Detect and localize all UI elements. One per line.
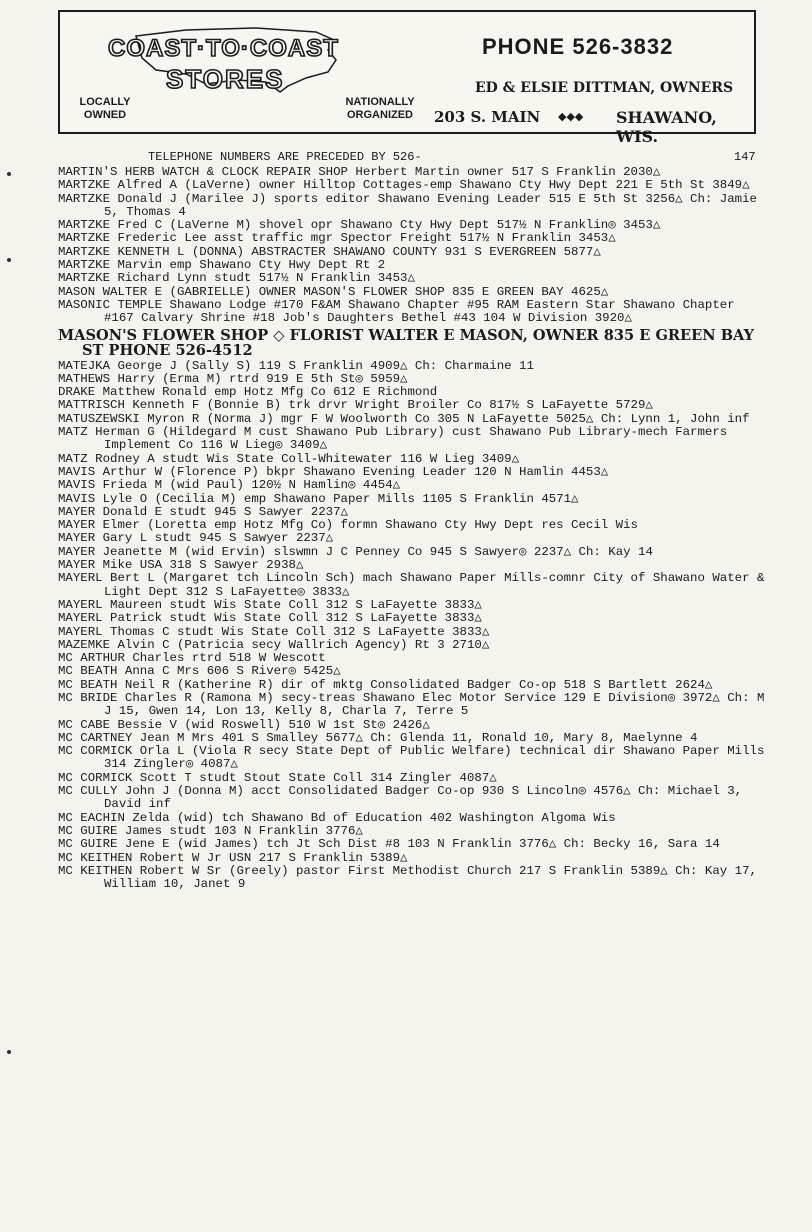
- directory-entry: MC EACHIN Zelda (wid) tch Shawano Bd of Education 402 Washington Algoma Wis: [58, 810, 616, 825]
- ad-address: 203 S. MAIN: [434, 108, 541, 126]
- directory-entry: MATZ Herman G (Hildegard M cust Shawano Pub Library) cust Shawano Pub Library-mech Farmers Implement Co 116 W Lieg◎ 3409△: [58, 425, 728, 453]
- directory-listings: [58, 166, 768, 891]
- diamond-icons: ◆◆◆: [558, 110, 584, 123]
- directory-entry: MARTZKE KENNETH L (DONNA) ABSTRACTER SHAWANO COUNTY 931 S EVERGREEN 5877△: [58, 244, 601, 259]
- directory-entry: MARTIN'S HERB WATCH & CLOCK REPAIR SHOP Herbert Martin owner 517 S Franklin 2030△: [58, 165, 661, 179]
- ad-owners: ED & ELSIE DITTMAN, OWNERS: [475, 80, 734, 96]
- margin-dot: [7, 1050, 11, 1054]
- directory-entry: MATZ Rodney A studt Wis State Coll-Whitewater 116 W Lieg 3409△: [58, 451, 520, 466]
- directory-entry: MATUSZEWSKI Myron R (Norma J) mgr F W Woolworth Co 305 N LaFayette 5025△ Ch: Lynn 1, John inf: [58, 411, 750, 426]
- telephone-prefix-note: TELEPHONE NUMBERS ARE PRECEDED BY 526-: [148, 150, 422, 164]
- organized-text: ORGANIZED: [347, 109, 413, 121]
- directory-entry: MATEJKA George J (Sally S) 119 S Franklin 4909△ Ch: Charmaine 11: [58, 358, 534, 373]
- ad-phone: PHONE 526-3832: [482, 34, 674, 59]
- directory-entry: MARTZKE Fred C (LaVerne M) shovel opr Shawano Cty Hwy Dept 517½ N Franklin◎ 3453△: [58, 218, 661, 233]
- directory-entry: MAYERL Maureen studt Wis State Coll 312 S LaFayette 3833△: [58, 597, 482, 612]
- advertisement-listing: MASON'S FLOWER SHOP ◇ FLORIST WALTER E MASON, OWNER 835 E GREEN BAY ST PHONE 526-4512: [58, 326, 755, 360]
- directory-entry: MC CARTNEY Jean M Mrs 401 S Smalley 5677△ Ch: Glenda 11, Ronald 10, Mary 8, Maelynne 4: [58, 730, 698, 745]
- directory-entry: MARTZKE Alfred A (LaVerne) owner Hilltop Cottages-emp Shawano Cty Hwy Dept 221 E 5th St 3849△: [58, 178, 750, 193]
- directory-entry: MAVIS Frieda M (wid Paul) 120½ N Hamlin◎ 4454△: [58, 478, 401, 493]
- directory-entry: MAYER Mike USA 318 S Sawyer 2938△: [58, 558, 304, 573]
- directory-entry: MARTZKE Marvin emp Shawano Cty Hwy Dept Rt 2: [58, 258, 386, 273]
- directory-entry: MAYERL Thomas C studt Wis State Coll 312 S LaFayette 3833△: [58, 624, 490, 639]
- directory-entry: MAYERL Patrick studt Wis State Coll 312 S LaFayette 3833△: [58, 611, 482, 626]
- directory-entry: MC BEATH Neil R (Katherine R) dir of mktg Consolidated Badger Co-op 518 S Bartlett 2624△: [58, 677, 713, 692]
- directory-entry: MC CABE Bessie V (wid Roswell) 510 W 1st St◎ 2426△: [58, 717, 430, 732]
- directory-entry: MASONIC TEMPLE Shawano Lodge #170 F&AM Shawano Chapter #95 RAM Eastern Star Shawano Chapter #167 Calvary Shrine #18 Job's Daughters Bethel #43 104 W Division 3920△: [58, 297, 735, 326]
- directory-entry: MASON WALTER E (GABRIELLE) OWNER MASON'S FLOWER SHOP 835 E GREEN BAY 4625△: [58, 284, 609, 299]
- directory-entry: MC BEATH Anna C Mrs 606 S River◎ 5425△: [58, 664, 341, 679]
- directory-entry: MC CULLY John J (Donna M) acct Consolidated Badger Co-op 930 S Lincoln◎ 4576△ Ch: Michael 3, David inf: [58, 784, 743, 812]
- directory-entry: DRAKE Matthew Ronald emp Hotz Mfg Co 612 E Richmond: [58, 385, 438, 400]
- directory-entry: MC BRIDE Charles R (Ramona M) secy-treas Shawano Elec Motor Service 129 E Division◎ 3972△ Ch: M J 15, Gwen 14, Lon 13, Kelly 8, Charla 7, Terre 5: [58, 690, 765, 719]
- directory-entry: MC GUIRE Jene E (wid James) tch Jt Sch Dist #8 103 N Franklin 3776△ Ch: Becky 16, Sara 14: [58, 837, 720, 852]
- page-number: 147: [734, 150, 756, 164]
- coast-to-coast-logo: [66, 16, 396, 96]
- coast-to-coast-ad: [58, 10, 756, 146]
- directory-entry: MC GUIRE James studt 103 N Franklin 3776△: [58, 823, 363, 838]
- directory-entry: MAYER Elmer (Loretta emp Hotz Mfg Co) formn Shawano Cty Hwy Dept res Cecil Wis: [58, 518, 638, 533]
- directory-entry: MC ARTHUR Charles rtrd 518 W Wescott: [58, 651, 326, 666]
- locally-owned-label: [70, 96, 140, 122]
- directory-entry: MAVIS Arthur W (Florence P) bkpr Shawano Evening Leader 120 N Hamlin 4453△: [58, 464, 609, 479]
- locally-text: LOCALLY: [79, 96, 131, 108]
- directory-entry: MAYERL Bert L (Margaret tch Lincoln Sch) mach Shawano Paper Mills-comnr City of Shawano Water & Light Dept 312 S LaFayette◎ 3833△: [58, 571, 765, 599]
- logo-stores-text: STORES: [166, 64, 285, 94]
- directory-entry: MARTZKE Richard Lynn studt 517½ N Franklin 3453△: [58, 271, 415, 286]
- directory-entry: MC KEITHEN Robert W Sr (Greely) pastor First Methodist Church 217 S Franklin 5389△ Ch: Kay 17, William 10, Janet 9: [58, 863, 757, 892]
- logo-top-text: COAST·TO·COAST: [108, 35, 339, 62]
- directory-entry: MC CORMICK Scott T studt Stout State Coll 314 Zingler 4087△: [58, 770, 497, 785]
- directory-entry: MAYER Jeanette M (wid Ervin) slswmn J C Penney Co 945 S Sawyer◎ 2237△ Ch: Kay 14: [58, 544, 653, 559]
- directory-entry: MATTRISCH Kenneth F (Bonnie B) trk drvr Wright Broiler Co 817½ S LaFayette 5729△: [58, 398, 653, 413]
- directory-entry: MATHEWS Harry (Erma M) rtrd 919 E 5th St◎ 5959△: [58, 371, 408, 386]
- directory-entry: MC CORMICK Orla L (Viola R secy State Dept of Public Welfare) technical dir Shawano Paper Mills 314 Zingler◎ 4087△: [58, 744, 765, 772]
- margin-dot: [7, 258, 11, 262]
- directory-entry: MARTZKE Frederic Lee asst traffic mgr Spector Freight 517½ N Franklin 3453△: [58, 231, 616, 246]
- directory-entry: MAYER Donald E studt 945 S Sawyer 2237△: [58, 504, 349, 519]
- directory-entry: MAZEMKE Alvin C (Patricia secy Wallrich Agency) Rt 3 2710△: [58, 637, 490, 652]
- directory-entry: MARTZKE Donald J (Marilee J) sports editor Shawano Evening Leader 515 E 5th St 3256△ Ch: Jamie 5, Thomas 4: [58, 191, 757, 219]
- nationally-text: NATIONALLY: [345, 96, 415, 108]
- directory-entry: MAVIS Lyle O (Cecilia M) emp Shawano Paper Mills 1105 S Franklin 4571△: [58, 491, 579, 506]
- owned-text: OWNED: [83, 109, 127, 121]
- margin-dot: [7, 172, 11, 176]
- directory-entry: MAYER Gary L studt 945 S Sawyer 2237△: [58, 531, 334, 546]
- ad-city: SHAWANO, WIS.: [616, 108, 717, 146]
- directory-entry: MC KEITHEN Robert W Jr USN 217 S Franklin 5389△: [58, 850, 408, 865]
- nationally-organized-label: [332, 96, 428, 122]
